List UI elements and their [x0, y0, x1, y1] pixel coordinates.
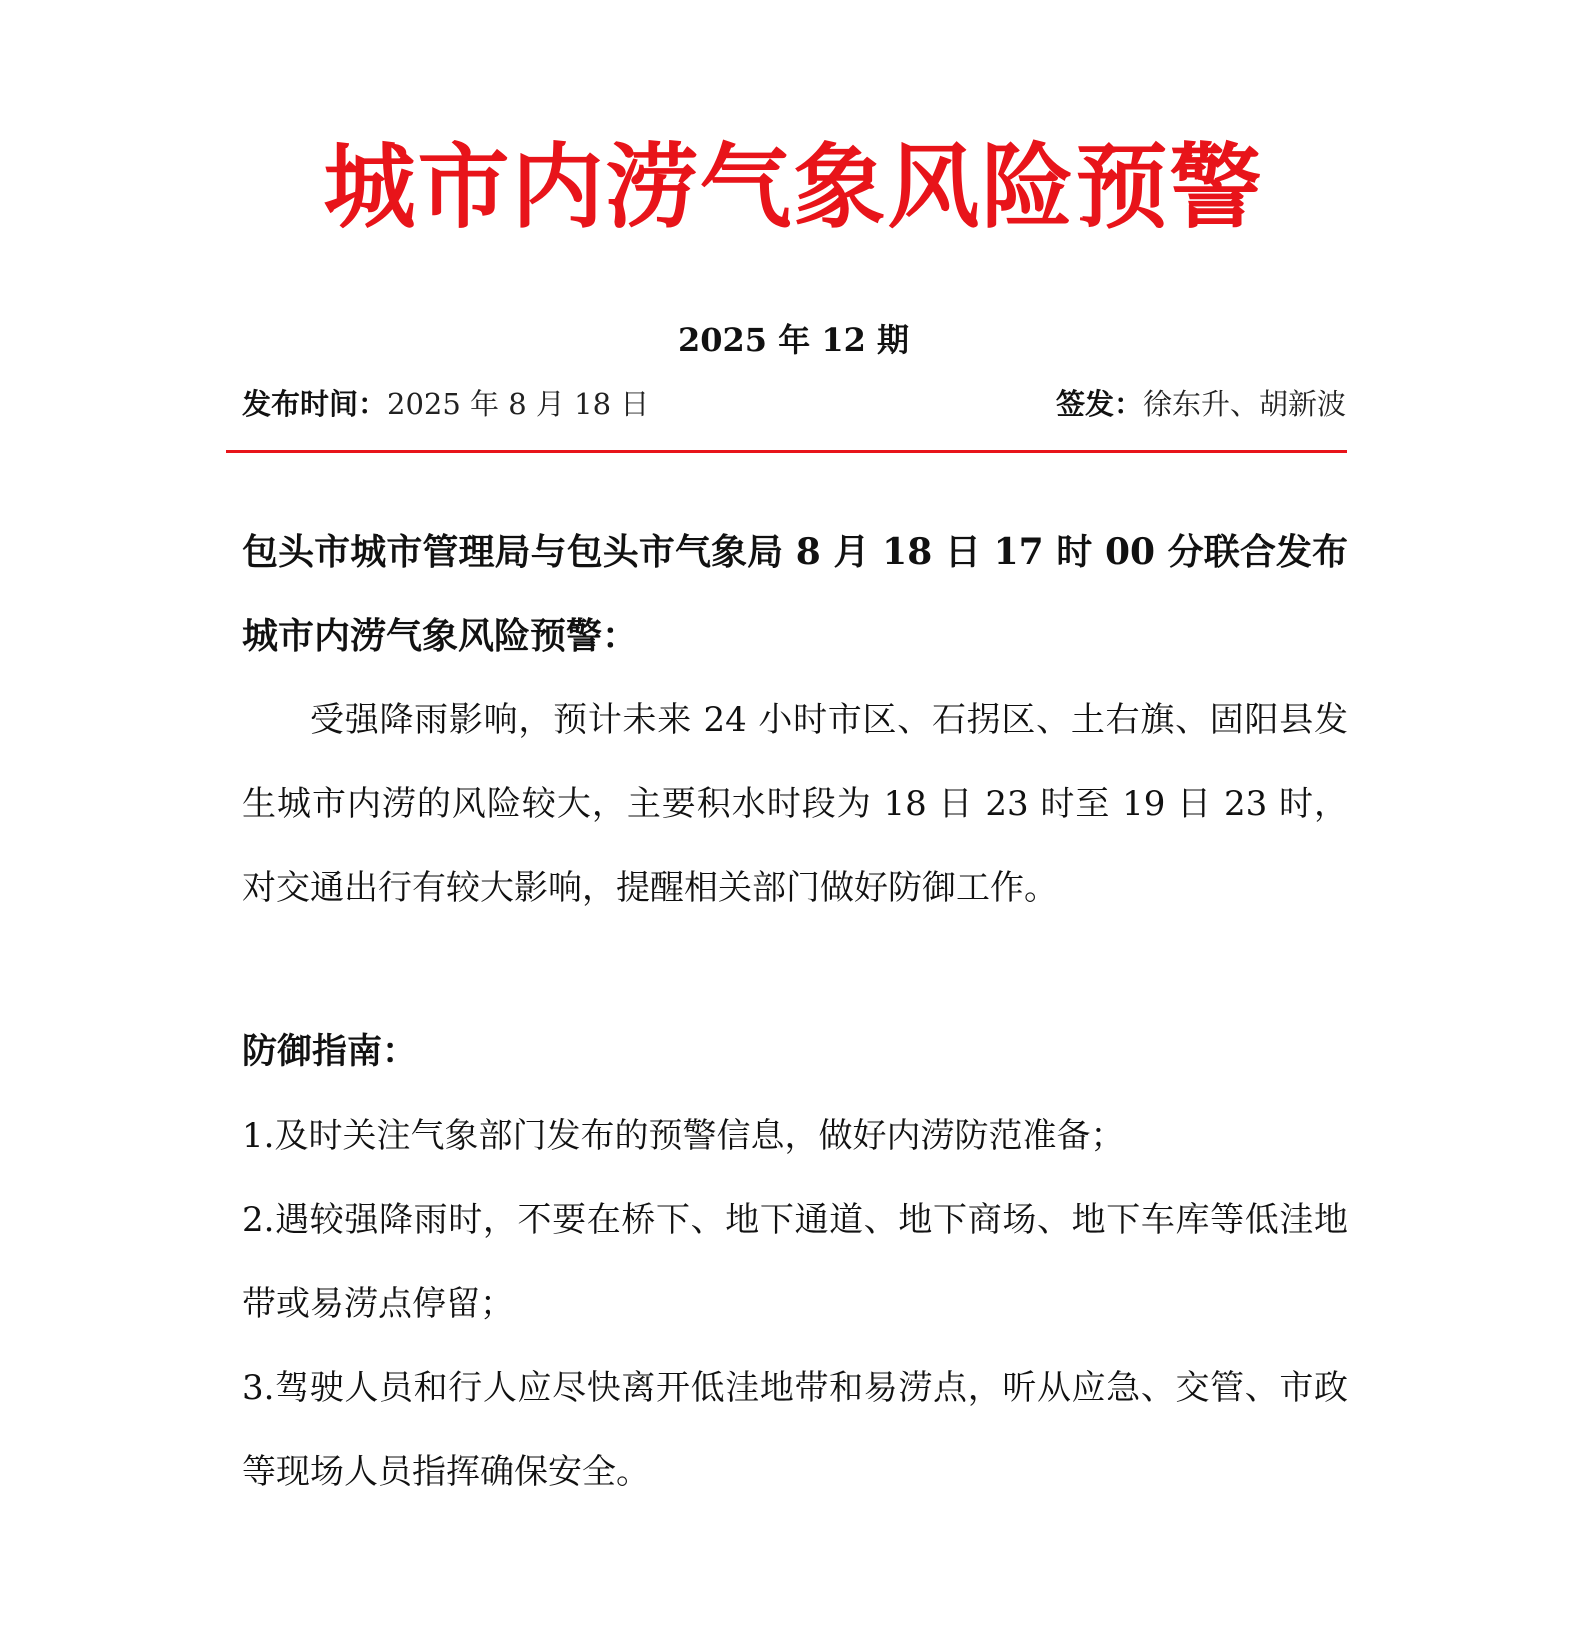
signer-label: 签发：: [1055, 387, 1143, 421]
body-paragraph: 受强降雨影响，预计未来 24 小时市区、石拐区、土右旗、固阳县发生城市内涝的风险较大，主要积水时段为 18 日 23 时至 19 日 23 时，对交通出行有较大影响，提醒相关部门做好防御工作。: [242, 700, 1348, 908]
signer: [1056, 382, 1346, 426]
red-divider-line: [226, 450, 1347, 453]
meta-row: [242, 382, 1346, 426]
lead-paragraph: 包头市城市管理局与包头市气象局 8 月 18 日 17 时 00 分联合发布城市内涝气象风险预警：: [242, 531, 1348, 657]
signer-names: 徐东升、胡新波: [1142, 387, 1346, 421]
issue-number: 2025 年 12 期: [677, 321, 910, 359]
guide-heading: 防御指南：: [242, 1031, 418, 1072]
guide-item: 1.及时关注气象部门发布的预警信息，做好内涝防范准备；: [242, 1116, 1125, 1156]
guide-item: 2.遇较强降雨时，不要在桥下、地下通道、地下商场、地下车库等低洼地带或易涝点停留；: [242, 1200, 1348, 1324]
publish-time-value: 2025 年 8 月 18 日: [387, 387, 650, 421]
document-title: 城市内涝气象风险预警: [323, 133, 1264, 241]
publish-time-label: 发布时间：: [242, 387, 388, 421]
guide-list: [242, 1094, 1348, 1514]
guide-item: 3.驾驶人员和行人应尽快离开低洼地带和易涝点，听从应急、交管、市政等现场人员指挥确保安全。: [242, 1368, 1348, 1492]
publish-time: [242, 382, 649, 426]
